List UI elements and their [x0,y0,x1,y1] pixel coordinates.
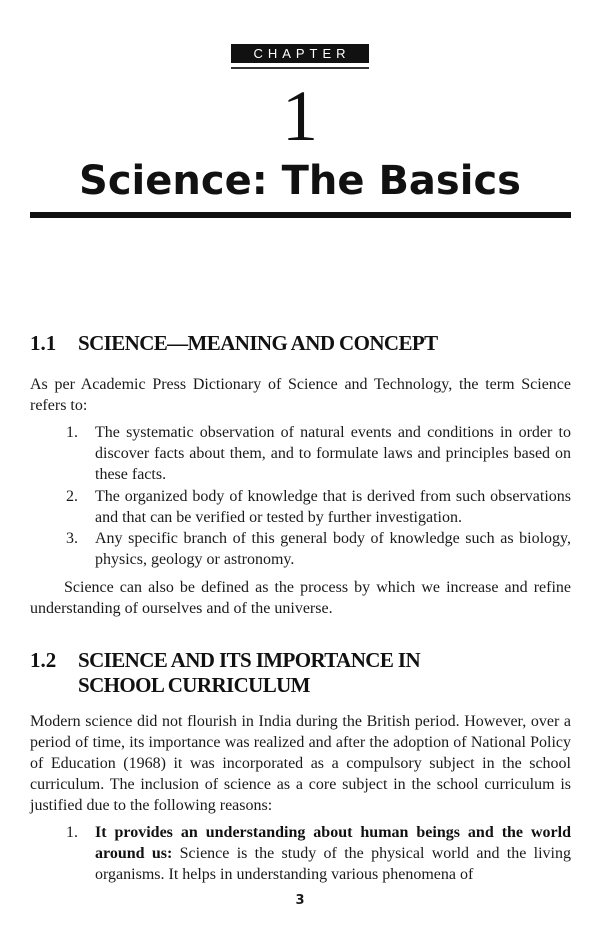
list-text [95,822,571,885]
section-number: 1.1 [30,331,57,355]
paragraph: As per Academic Press Dictionary of Science and Technology, the term Science refers to: [30,376,571,414]
list-number: 1. [66,424,78,441]
section-title-line-1: SCIENCE AND ITS IMPORTANCE IN [78,648,421,672]
list-text: The systematic observation of natural events and conditions in order to discover facts about them, and to formulate laws and principles based on these facts. [95,424,571,483]
chapter-label-underline [231,67,369,69]
list-body: Science is the study of the physical world and the living organisms. It helps in understanding various phenomena of [95,845,571,883]
paragraph: Science can also be defined as the process by which we increase and refine understanding of ourselves and of the universe. [30,579,571,617]
page-number: 3 [295,893,305,908]
list-text: Any specific branch of this general body of knowledge such as biology, physics, geology or astronomy. [95,530,571,568]
list-number: 1. [66,824,78,841]
section-title-line-2: SCHOOL CURRICULUM [78,673,310,697]
section-title: SCIENCE—MEANING AND CONCEPT [78,331,438,355]
chapter-title: Science: The Basics [79,158,521,204]
section-number: 1.2 [30,648,57,672]
paragraph: Modern science did not flourish in India during the British period. However, over a period of time, its importance was realized and after the adoption of National Policy of Education (1968) it was incorporated as a compulsory subject in the school curriculum. The inclusion of science as a core subject in the school curriculum is justified due to the following reasons: [30,713,571,814]
list-lead-in: It provides an understanding about human beings and the world around us: [95,824,571,862]
chapter-number: 1 [282,76,318,156]
chapter-label: CHAPTER [231,44,369,63]
list-number: 3. [66,530,78,547]
title-divider [30,212,571,218]
list-number: 2. [66,488,78,505]
list-text: The organized body of knowledge that is derived from such observations and that can be verified or tested by further investigation. [95,488,571,526]
